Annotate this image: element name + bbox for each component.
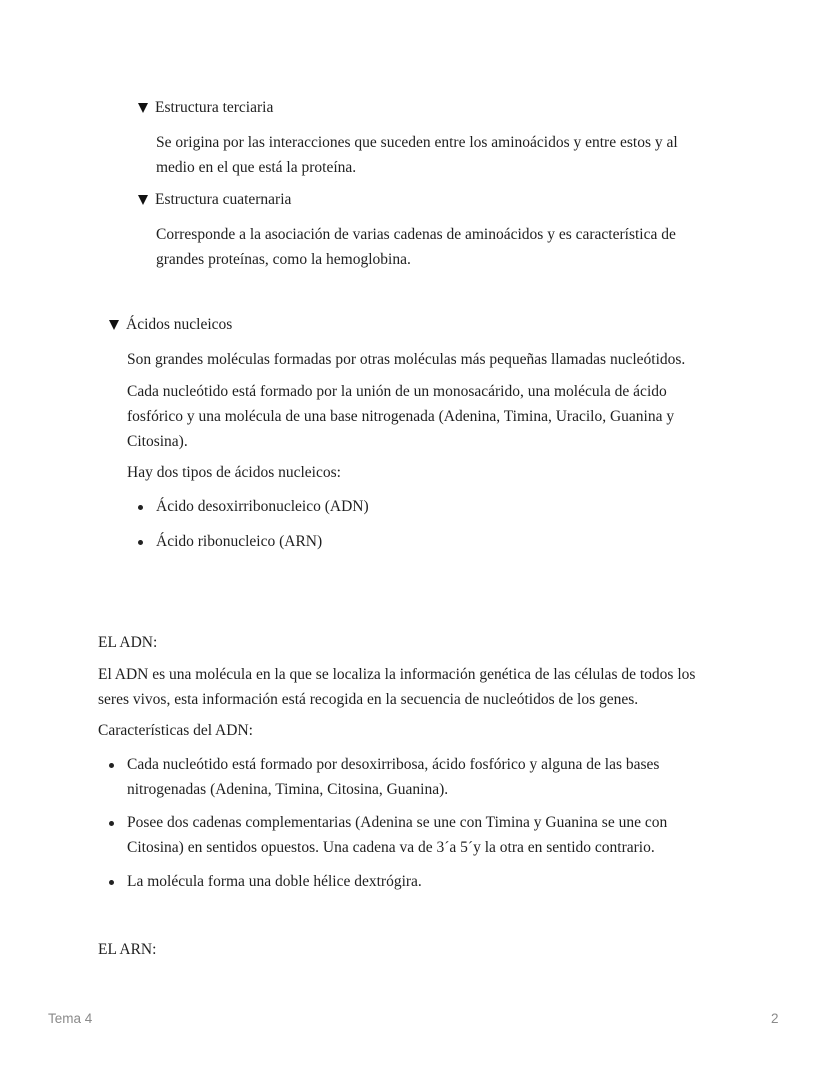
acidos-p2 — [127, 379, 674, 454]
toggle-title: Estructura cuaternaria — [155, 191, 292, 208]
adn-heading: EL ADN: — [98, 634, 158, 651]
text-line: Citosina) en sentidos opuestos. Una cadena va de 3´a 5´y la otra en sentido contrario. — [127, 839, 655, 856]
text-line: fosfórico y una molécula de una base nitrogenada (Adenina, Timina, Uracilo, Guanina y — [127, 408, 675, 425]
text-line: Cada nucleótido está formado por la unión de un monosacárido, una molécula de ácido — [127, 383, 667, 400]
text-line: Posee dos cadenas complementarias (Adenina se une con Timina y Guanina se une con — [127, 814, 668, 831]
bullet-icon — [138, 540, 143, 545]
adn-p1 — [98, 662, 695, 712]
text-line: grandes proteínas, como la hemoglobina. — [156, 251, 411, 268]
list-item — [127, 869, 422, 894]
text-line: Citosina). — [127, 433, 188, 450]
disclosure-triangle-icon[interactable] — [138, 103, 148, 113]
acidos-p3: Hay dos tipos de ácidos nucleicos: — [127, 464, 341, 481]
text-line: seres vivos, esta información está recogida en la secuencia de nucleótidos de los genes. — [98, 691, 639, 708]
disclosure-triangle-icon[interactable] — [138, 195, 148, 205]
acidos-p1: Son grandes moléculas formadas por otras moléculas más pequeñas llamadas nucleótidos. — [127, 351, 686, 368]
arn-heading: EL ARN: — [98, 941, 157, 958]
text-line: Se origina por las interacciones que suceden entre los aminoácidos y entre estos y al — [156, 134, 678, 151]
bullet-icon — [109, 821, 114, 826]
page-number: 2 — [771, 1011, 779, 1026]
toggle-estructura-cuaternaria[interactable] — [138, 191, 291, 209]
cuaternaria-body — [156, 222, 676, 272]
disclosure-triangle-icon[interactable] — [109, 320, 119, 330]
text-line: Cada nucleótido está formado por desoxirribosa, ácido fosfórico y alguna de las bases — [127, 756, 660, 773]
toggle-acidos-nucleicos[interactable] — [109, 316, 232, 334]
toggle-title: Ácidos nucleicos — [126, 316, 233, 333]
toggle-estructura-terciaria[interactable] — [138, 99, 273, 117]
list-item — [127, 810, 667, 860]
text-line: nitrogenadas (Adenina, Timina, Citosina, Guanina). — [127, 781, 449, 798]
terciaria-body — [156, 130, 678, 180]
text-line: La molécula forma una doble hélice dextrógira. — [127, 873, 422, 890]
text-line: Corresponde a la asociación de varias cadenas de aminoácidos y es característica de — [156, 226, 676, 243]
list-item — [127, 752, 659, 802]
toggle-title: Estructura terciaria — [155, 99, 274, 116]
list-item — [156, 529, 322, 554]
adn-features-heading: Características del ADN: — [98, 722, 253, 739]
footer-title: Tema 4 — [48, 1011, 93, 1026]
list-item-text: Ácido desoxirribonucleico (ADN) — [156, 498, 369, 515]
bullet-icon — [109, 763, 114, 768]
list-item — [156, 494, 369, 519]
list-item-text: Ácido ribonucleico (ARN) — [156, 533, 323, 550]
text-line: medio en el que está la proteína. — [156, 159, 357, 176]
text-line: El ADN es una molécula en la que se localiza la información genética de las células de todos los — [98, 666, 696, 683]
bullet-icon — [109, 880, 114, 885]
bullet-icon — [138, 505, 143, 510]
